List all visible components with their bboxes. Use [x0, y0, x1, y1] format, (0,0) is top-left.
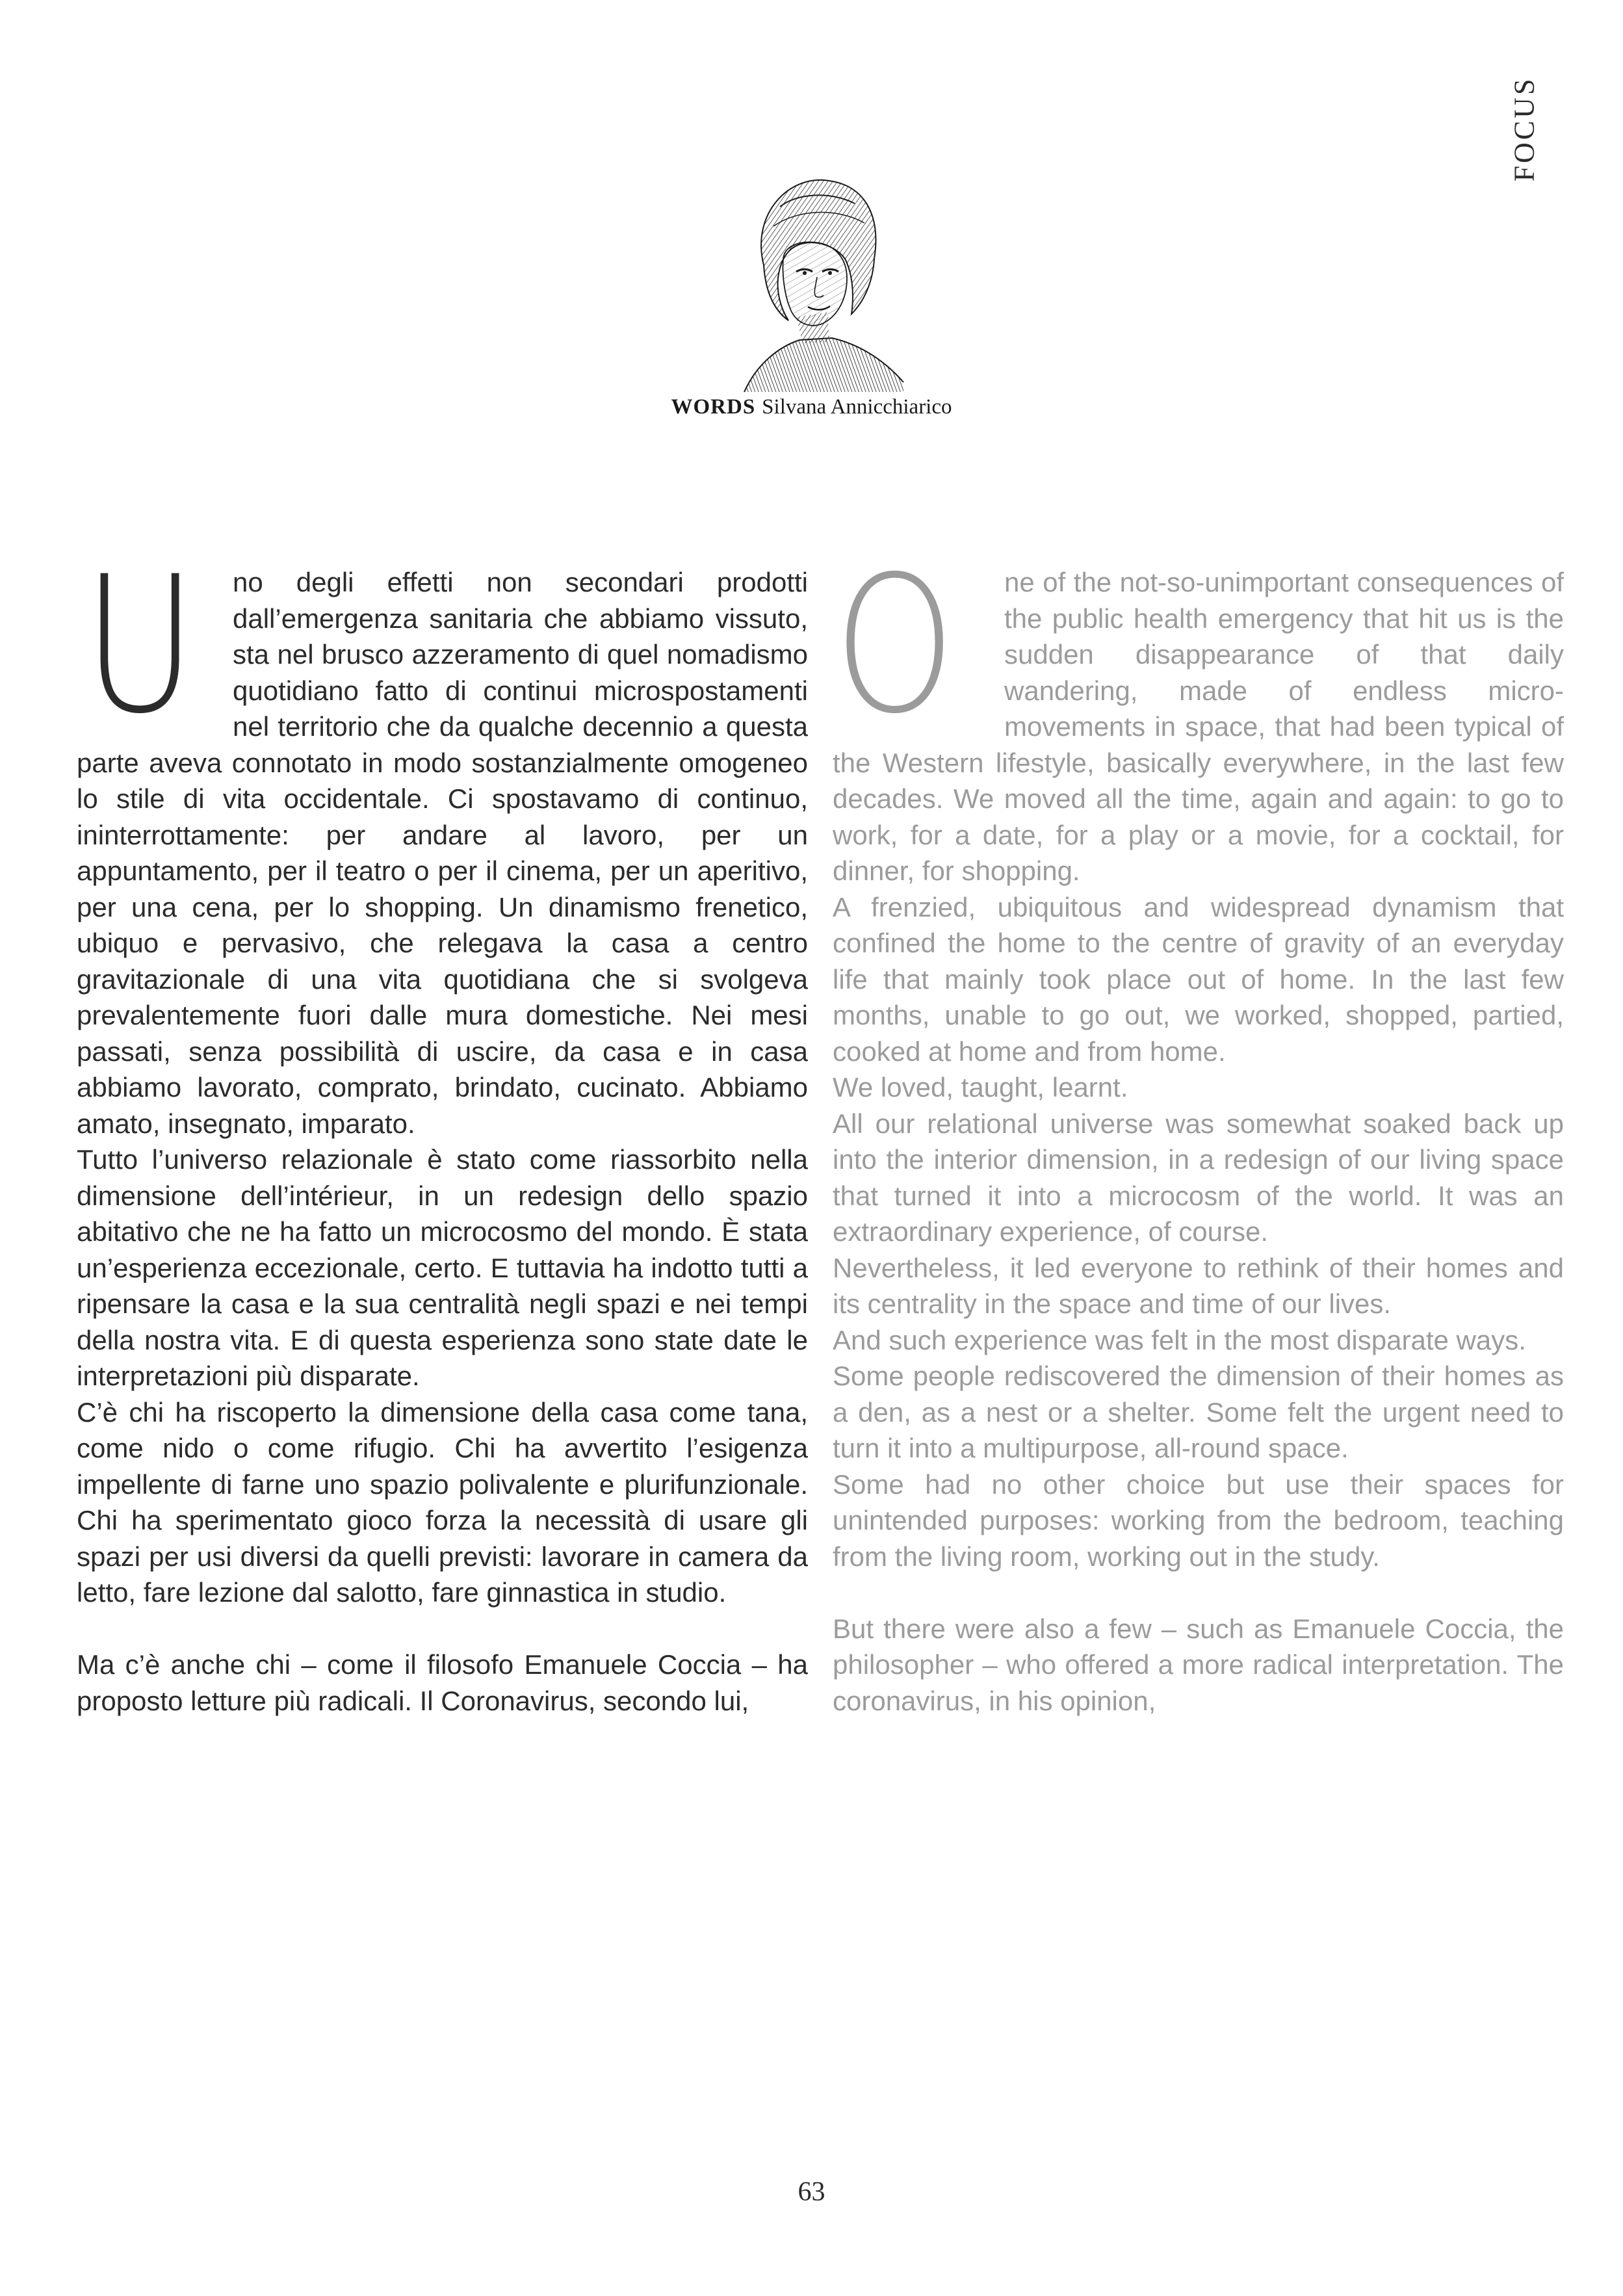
- italian-paragraph: C’è chi ha riscoperto la dimensione della casa come tana, come nido o come rifugio. Chi ha avvertito l’esigenza impellente di farne uno spazio polivalente e plurifunzionale. Chi ha sperimentato gioco forza la necessità di usare gli spazi per usi diversi da quelli previsti: lavorare in camera da letto, fare lezione dal salotto, fare ginnastica in studio.: [77, 1396, 808, 1608]
- italian-paragraph: no degli effetti non secondari prodotti dall’emergenza sanitaria che abbiamo vissuto, sta nel brusco azzeramento di quel nomadismo quotidiano fatto di continui microspostamenti nel territorio che da qualche decennio a questa parte aveva connotato in modo sostanzialmente omogeneo lo stile di vita occidentale. Ci spostavamo di continuo, ininterrottamente: per andare al lavoro, per un appuntamento, per il teatro o per il cinema, per un aperitivo, per una cena, per lo shopping. Un dinamismo frenetico, ubiquo e pervasivo, che relegava la casa a centro gravitazionale di una vita quotidiana che si svolgeva prevalentemente fuori dalle mura domestiche. Nei mesi passati, senza possibilità di uscire, da casa e in casa abbiamo lavorato, comprato, brindato, cucinato. Abbiamo amato, insegnato, imparato.: [77, 567, 808, 1139]
- english-paragraph: Some people rediscovered the dimension of their homes as a den, as a nest or a shelter. Some felt the urgent need to turn it into a multipurpose, all-round space.: [833, 1361, 1564, 1463]
- english-paragraph: And such experience was felt in the most disparate ways.: [833, 1324, 1526, 1355]
- italian-column: [77, 536, 808, 1719]
- author-portrait-icon: [718, 168, 907, 395]
- english-paragraph: ne of the not-so-unimportant consequences of the public health emergency that hit us is the sudden disappearance of that daily wandering, made of endless micro-movements in space, that had been typical of the Western lifestyle, basically everywhere, in the last few decades. We moved all the time, again and again: to go to work, for a date, for a play or a movie, for a cocktail, for dinner, for shopping.: [833, 567, 1564, 886]
- english-paragraph: All our relational universe was somewhat soaked back up into the interior dimension, in a redesign of our living space that turned it into a microcosm of the world. It was an extraordinary experience, of course.: [833, 1108, 1564, 1247]
- byline: [0, 395, 1623, 419]
- italian-dropcap: U: [83, 536, 197, 755]
- italian-paragraph: Tutto l’universo relazionale è stato come riassorbito nella dimensione dell’intérieur, in un redesign dello spazio abitativo che ne ha fatto un microcosmo del mondo. È stata un’esperienza eccezionale, certo. E tuttavia ha indotto tutti a ripensare la casa e la sua centralità negli spazi e nei tempi della nostra vita. E di questa esperienza sono state date le interpretazioni più disparate.: [77, 1144, 808, 1391]
- byline-label: WORDS: [671, 395, 756, 419]
- italian-paragraph: Ma c’è anche chi – come il filosofo Emanuele Coccia – ha proposto letture più radicali. Il Coronavirus, secondo lui,: [77, 1649, 808, 1716]
- english-paragraph: But there were also a few – such as Emanuele Coccia, the philosopher – who offered a more radical interpretation. The coronavirus, in his opinion,: [833, 1613, 1564, 1716]
- english-paragraph: We loved, taught, learnt.: [833, 1072, 1128, 1102]
- english-paragraph: Nevertheless, it led everyone to rethink of their homes and its centrality in the space and time of our lives.: [833, 1252, 1564, 1319]
- byline-author: Silvana Annicchiarico: [762, 395, 952, 419]
- page-number: 63: [798, 2177, 825, 2207]
- section-label: [1505, 77, 1544, 181]
- section-label-text: FOCUS: [1508, 76, 1540, 181]
- english-dropcap: O: [834, 536, 956, 755]
- english-paragraph: A frenzied, ubiquitous and widespread dynamism that confined the home to the centre of gravity of an everyday life that mainly took place out of home. In the last few months, unable to go out, we worked, shopped, partied, cooked at home and from home.: [833, 891, 1564, 1067]
- english-column: [833, 536, 1564, 1719]
- english-paragraph: Some had no other choice but use their spaces for unintended purposes: working from the bedroom, teaching from the living room, working out in the study.: [833, 1468, 1564, 1572]
